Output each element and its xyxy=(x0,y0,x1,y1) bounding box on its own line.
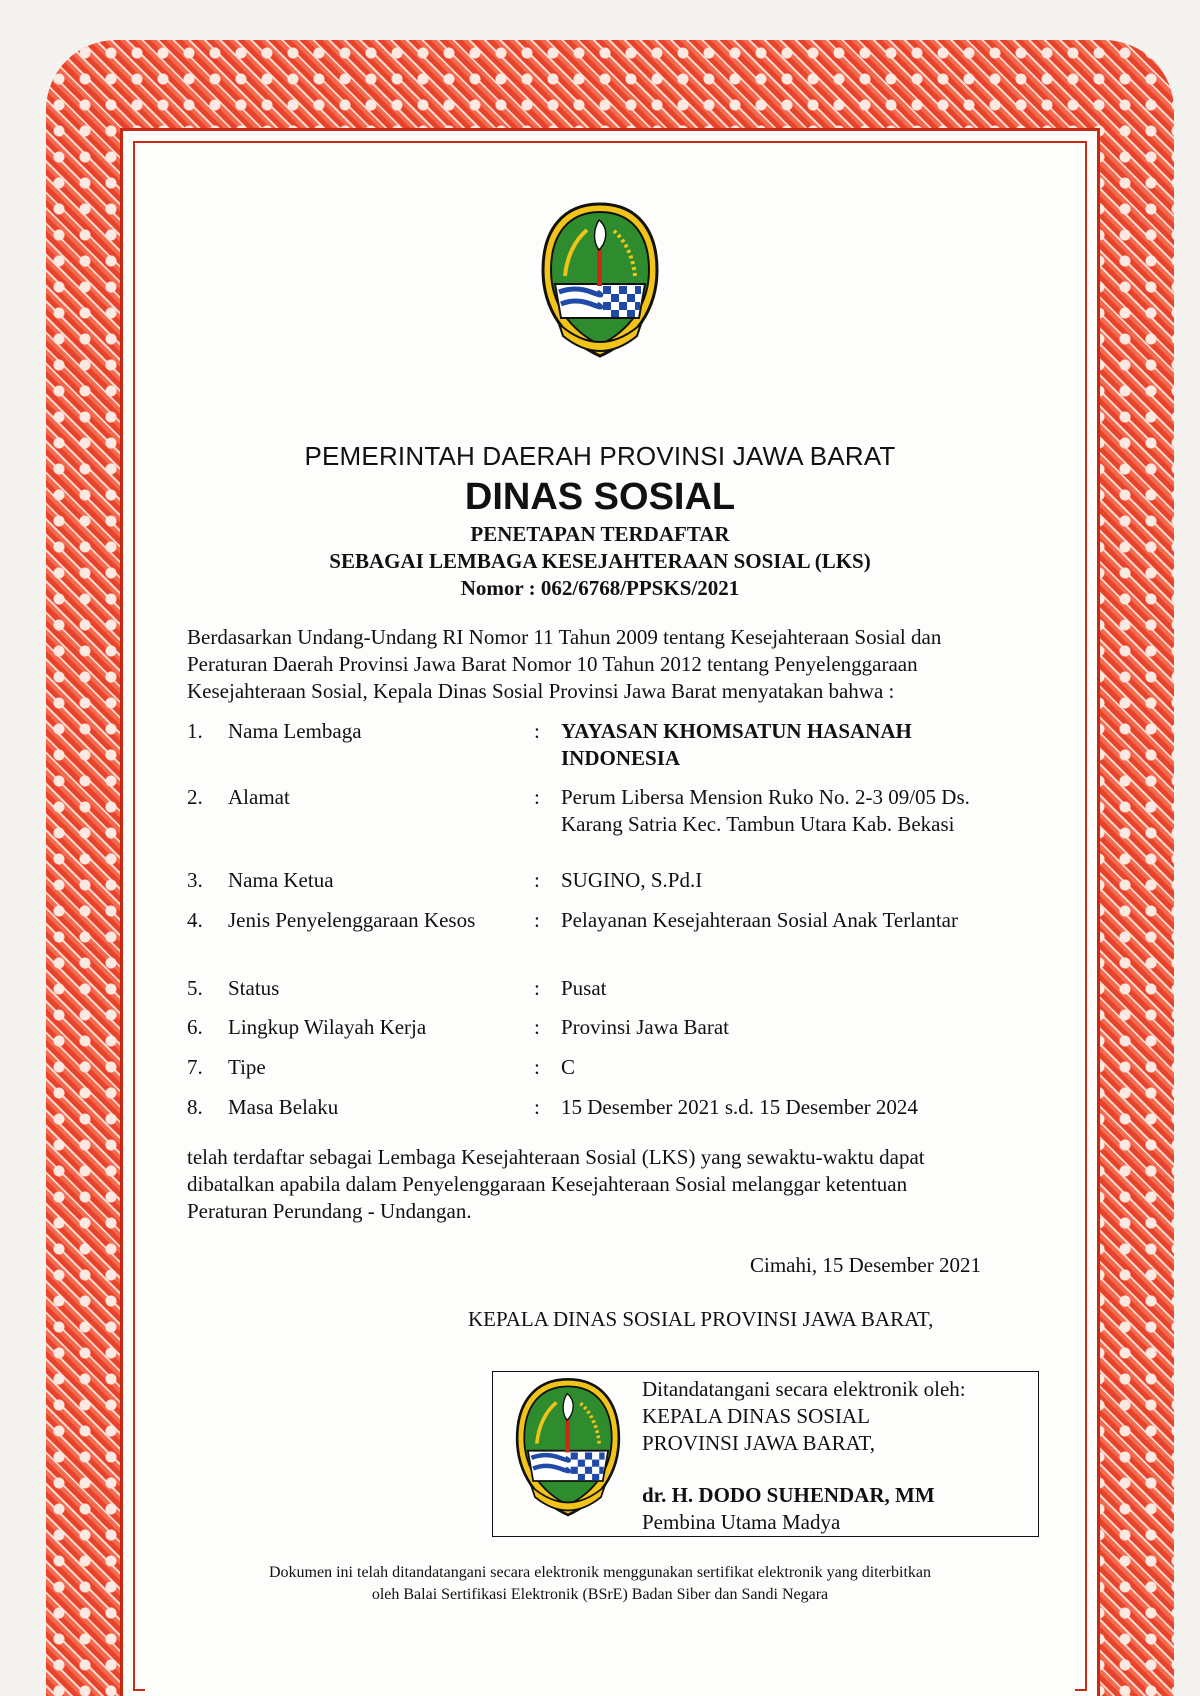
work-area-value: Provinsi Jawa Barat xyxy=(561,1015,729,1039)
intro-line-1: Berdasarkan Undang-Undang RI Nomor 11 Tahun 2009 tentang Kesejahteraan Sosial dan xyxy=(187,625,942,649)
certificate-title: PENETAPAN TERDAFTAR xyxy=(470,522,730,546)
west-java-emblem-icon xyxy=(535,200,665,362)
signed-by-label: Ditandatangani secara elektronik oleh: xyxy=(642,1377,966,1401)
chairman-value: SUGINO, S.Pd.I xyxy=(561,868,703,892)
signature-emblem-icon xyxy=(510,1374,626,1522)
footer-note-line-2: oleh Balai Sertifikasi Elektronik (BSrE) Badan Siber dan Sandi Negara xyxy=(371,1586,829,1603)
type-value: C xyxy=(561,1055,576,1079)
institution-name: YAYASAN KHOMSATUN HASANAH INDONESIA xyxy=(561,719,912,770)
closing-line-2: dibatalkan apabila dalam Penyelenggaraan Kesejahteraan Sosial melanggar ketentuan xyxy=(187,1172,908,1196)
signer-name: dr. H. DODO SUHENDAR, MM xyxy=(642,1483,935,1507)
footer-note-line-1: Dokumen ini telah ditandatangani secara elektronik menggunakan sertifikat elektronik yang diterbitkan xyxy=(269,1564,931,1581)
department-name: DINAS SOSIAL xyxy=(464,476,736,518)
address-value: Perum Libersa Mension Ruko No. 2-3 09/05 Ds. Karang Satria Kec. Tambun Utara Kab. Bekasi xyxy=(561,785,970,836)
certificate-number: Nomor : 062/6768/PPSKS/2021 xyxy=(460,576,740,600)
closing-line-3: Peraturan Perundang - Undangan. xyxy=(187,1199,472,1223)
intro-line-2: Peraturan Daerah Provinsi Jawa Barat Nomor 10 Tahun 2012 tentang Penyelenggaraan xyxy=(187,652,918,676)
validity-value: 15 Desember 2021 s.d. 15 Desember 2024 xyxy=(561,1095,918,1119)
certificate-content: PEMERINTAH DAERAH PROVINSI JAWA BARAT DINAS SOSIAL PENETAPAN TERDAFTAR SEBAGAI LEMBAGA KESEJAHTERAAN SOSIAL (LKS) Nomor : 062/6768/PPSKS/2021 Berdasarkan Undang-Undang RI Nomor 11 Tahun 2009 tentang Kesejahteraan Sosial dan Peraturan Daerah Provinsi Jawa Barat Nomor 10 Tahun 2012 tentang Penyelenggaraan Kesejahteraan Sosial, Kepala Dinas Sosial Provinsi Jawa Barat menyatakan bahwa : 1. Nama Lembaga : YAYASAN KHOMSATUN HASANAH INDONESIA 2. Alamat : Perum Libersa Mension Ruko No. 2-3 09/05 Ds. Karang Satria Kec. Tambun Utara Kab. Bekasi 3. Nama Ketua : SUGINO, S.Pd.I 4. Jenis Penyelenggaraan Kesos : Pelayanan Kesejahteraan Sosial Anak Terlantar 5. Status : Pusat 6. Lingkup Wilayah Kerja : Provinsi Jawa Barat 7. Tipe : C 8. Masa Belaku : 15 Desember 2021 s.d. 15 Desember 2024 telah terdaftar sebagai Lembaga Kesejahteraan Sosial (LKS) yang sewaktu-waktu dapat dibatalkan apabila dalam Penyelenggaraan Kesejahteraan Sosial melanggar ketentuan Peraturan Perundang - Undangan. Cimahi, 15 Desember 2021 KEPALA DINAS SOSIAL PROVINSI JAWA BARAT, Ditandatangani secara elektronik oleh: KEPALA DINAS SOSIAL PROVINSI JAWA BARAT, dr. H. DODO SUHENDAR, MM Pembina Utama Madya Dokumen ini telah ditandatangani secara elektronik menggunakan sertifikat elektronik yang diterbitkan oleh Balai Sertifikasi Elektronik (BSrE) Badan Siber dan Sandi Negara xyxy=(0,0,1200,1696)
signer-rank: Pembina Utama Madya xyxy=(642,1510,841,1534)
signer-office-2: PROVINSI JAWA BARAT, xyxy=(642,1431,876,1455)
signer-position: KEPALA DINAS SOSIAL PROVINSI JAWA BARAT, xyxy=(468,1307,934,1331)
intro-line-3: Kesejahteraan Sosial, Kepala Dinas Sosial Provinsi Jawa Barat menyatakan bahwa : xyxy=(187,679,895,703)
place-date: Cimahi, 15 Desember 2021 xyxy=(750,1253,981,1277)
service-type-value: Pelayanan Kesejahteraan Sosial Anak Terlantar xyxy=(561,908,958,932)
certificate-subtitle: SEBAGAI LEMBAGA KESEJAHTERAAN SOSIAL (LKS) xyxy=(329,549,871,573)
government-name: PEMERINTAH DAERAH PROVINSI JAWA BARAT xyxy=(304,441,896,471)
signer-office-1: KEPALA DINAS SOSIAL xyxy=(642,1404,870,1428)
status-value: Pusat xyxy=(561,976,607,1000)
closing-line-1: telah terdaftar sebagai Lembaga Kesejahteraan Sosial (LKS) yang sewaktu-waktu dapat xyxy=(187,1145,925,1169)
